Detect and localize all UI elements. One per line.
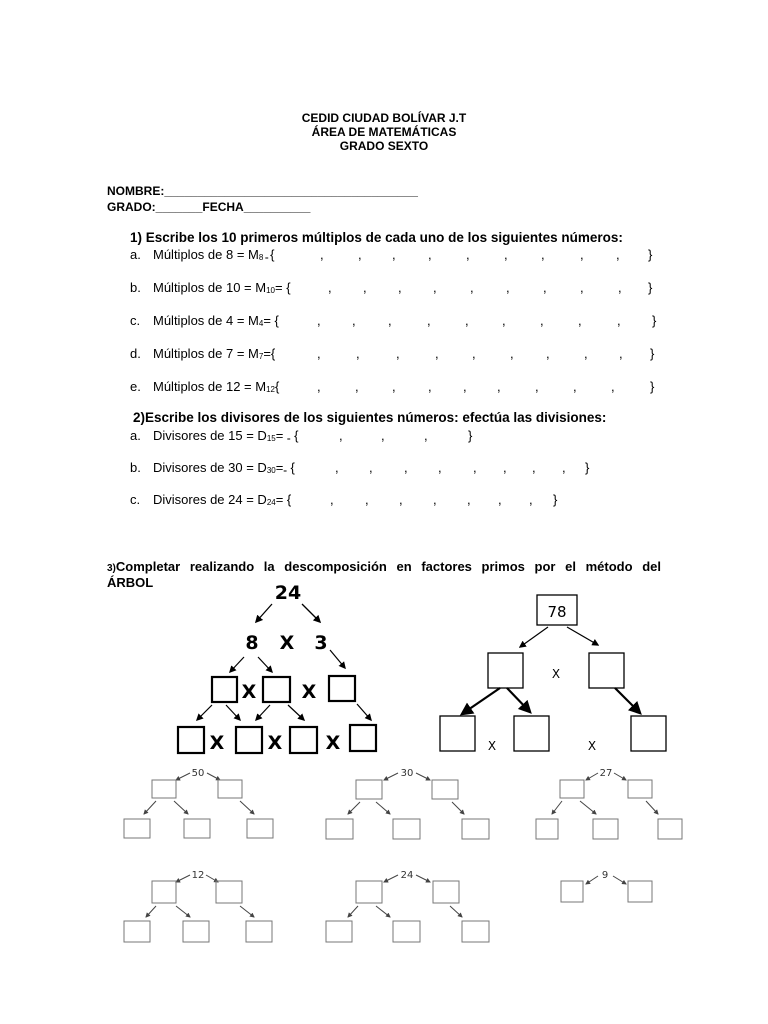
svg-text:9: 9 — [601, 870, 609, 881]
svg-text:78: 78 — [547, 603, 567, 621]
closing-brace: } — [650, 346, 655, 361]
item-text: Divisores de $15 = D_{15}=$ = { — [153, 428, 299, 443]
item-letter: c. — [130, 492, 141, 507]
multiples-item-c[interactable]: c. Múltiplos de $4 = M_4=$ { , , , , , , , , , } — [130, 313, 657, 328]
item-text: Múltiplos de $8 = M_8$ = { — [153, 247, 275, 262]
question-3-title: 3)Completar realizando la descomposición en factores primos por el método del — [107, 559, 661, 574]
question-3-title-2: ÁRBOL — [107, 575, 154, 590]
item-letter: a. — [130, 428, 141, 443]
tree-12 — [124, 870, 272, 942]
closing-brace: } — [585, 460, 590, 475]
svg-text:8: 8 — [245, 632, 259, 654]
svg-text:X: X — [279, 632, 295, 654]
svg-text:24: 24 — [400, 870, 414, 881]
item-letter: e. — [130, 379, 141, 394]
item-text: Divisores de $24 = D_{24}=$ { — [153, 492, 292, 507]
item-text: Múltiplos de $10 = M_{10}=$ { — [153, 280, 291, 295]
item-letter: b. — [130, 460, 141, 475]
school-name: CEDID CIUDAD BOLÍVAR J.T — [301, 111, 467, 125]
svg-text:X: X — [551, 667, 561, 681]
svg-text:50: 50 — [191, 768, 205, 779]
tree-27 — [536, 768, 682, 839]
tree-50 — [124, 768, 273, 838]
svg-text:3: 3 — [314, 632, 328, 654]
closing-brace: } — [468, 428, 473, 443]
closing-brace: } — [648, 280, 653, 295]
closing-brace: } — [553, 492, 558, 507]
question-1-title: 1) Escribe los 10 primeros múltiplos de cada uno de los siguientes números: — [130, 230, 623, 245]
grado-fecha-field[interactable]: GRADO:_______FECHA__________ — [107, 200, 311, 214]
multiples-item-a[interactable]: a. Múltiplos de $8 = M_8$ = { , , , , , , , , , } — [130, 247, 653, 262]
question-2-title: 2)Escribe los divisores de los siguientes números: efectúa las divisiones: — [133, 410, 607, 425]
item-letter: d. — [130, 346, 141, 361]
item-text: Múltiplos de $12 = M_{12}${ — [153, 379, 280, 394]
subject-area: ÁREA DE MATEMÁTICAS — [311, 125, 457, 139]
item-letter: a. — [130, 247, 141, 262]
tree-24-root: 24 — [274, 582, 302, 604]
svg-text:X: X — [301, 681, 317, 703]
closing-brace: } — [650, 379, 655, 394]
svg-text:X: X — [325, 732, 341, 754]
svg-text:X: X — [209, 732, 225, 754]
svg-text:27: 27 — [599, 768, 613, 779]
grade-level: GRADO SEXTO — [339, 139, 429, 153]
svg-text:30: 30 — [400, 768, 414, 779]
divisors-item-a[interactable]: a. Divisores de $15 = D_{15}=$ = { , , , } — [130, 428, 473, 443]
divisors-item-b[interactable]: b. Divisores de $30 = D_{30}==$ { , , , , , , , , } — [130, 460, 590, 475]
closing-brace: } — [648, 247, 653, 262]
multiples-item-b[interactable]: b. Múltiplos de $10 = M_{10}=$ { , , , , , , , , , } — [130, 280, 653, 295]
item-text: Múltiplos de $7 = M_7=${ — [153, 346, 276, 361]
tree-24 — [178, 582, 376, 754]
svg-text:X: X — [241, 681, 257, 703]
item-text: Múltiplos de $4 = M_4=$ { — [153, 313, 279, 328]
tree-30 — [326, 768, 489, 839]
tree-78 — [440, 595, 666, 753]
item-text: Divisores de $30 = D_{30}==$ { — [153, 460, 295, 475]
svg-text:12: 12 — [191, 870, 205, 881]
divisors-item-c[interactable]: c. Divisores de $24 = D_{24}=$ { , , , , , , , } — [130, 492, 558, 507]
tree-24-small — [326, 870, 489, 942]
svg-text:X: X — [587, 739, 597, 753]
closing-brace: } — [652, 313, 657, 328]
item-letter: c. — [130, 313, 141, 328]
multiples-item-e[interactable]: e. Múltiplos de $12 = M_{12}${ , , , , , , , , , } — [130, 379, 655, 394]
svg-text:X: X — [487, 739, 497, 753]
tree-9 — [561, 870, 652, 902]
item-letter: b. — [130, 280, 141, 295]
nombre-field[interactable]: NOMBRE:______________________________________ — [107, 184, 418, 198]
svg-text:X: X — [267, 732, 283, 754]
multiples-item-d[interactable]: d. Múltiplos de $7 = M_7=${ , , , , , , , , , } — [130, 346, 655, 361]
